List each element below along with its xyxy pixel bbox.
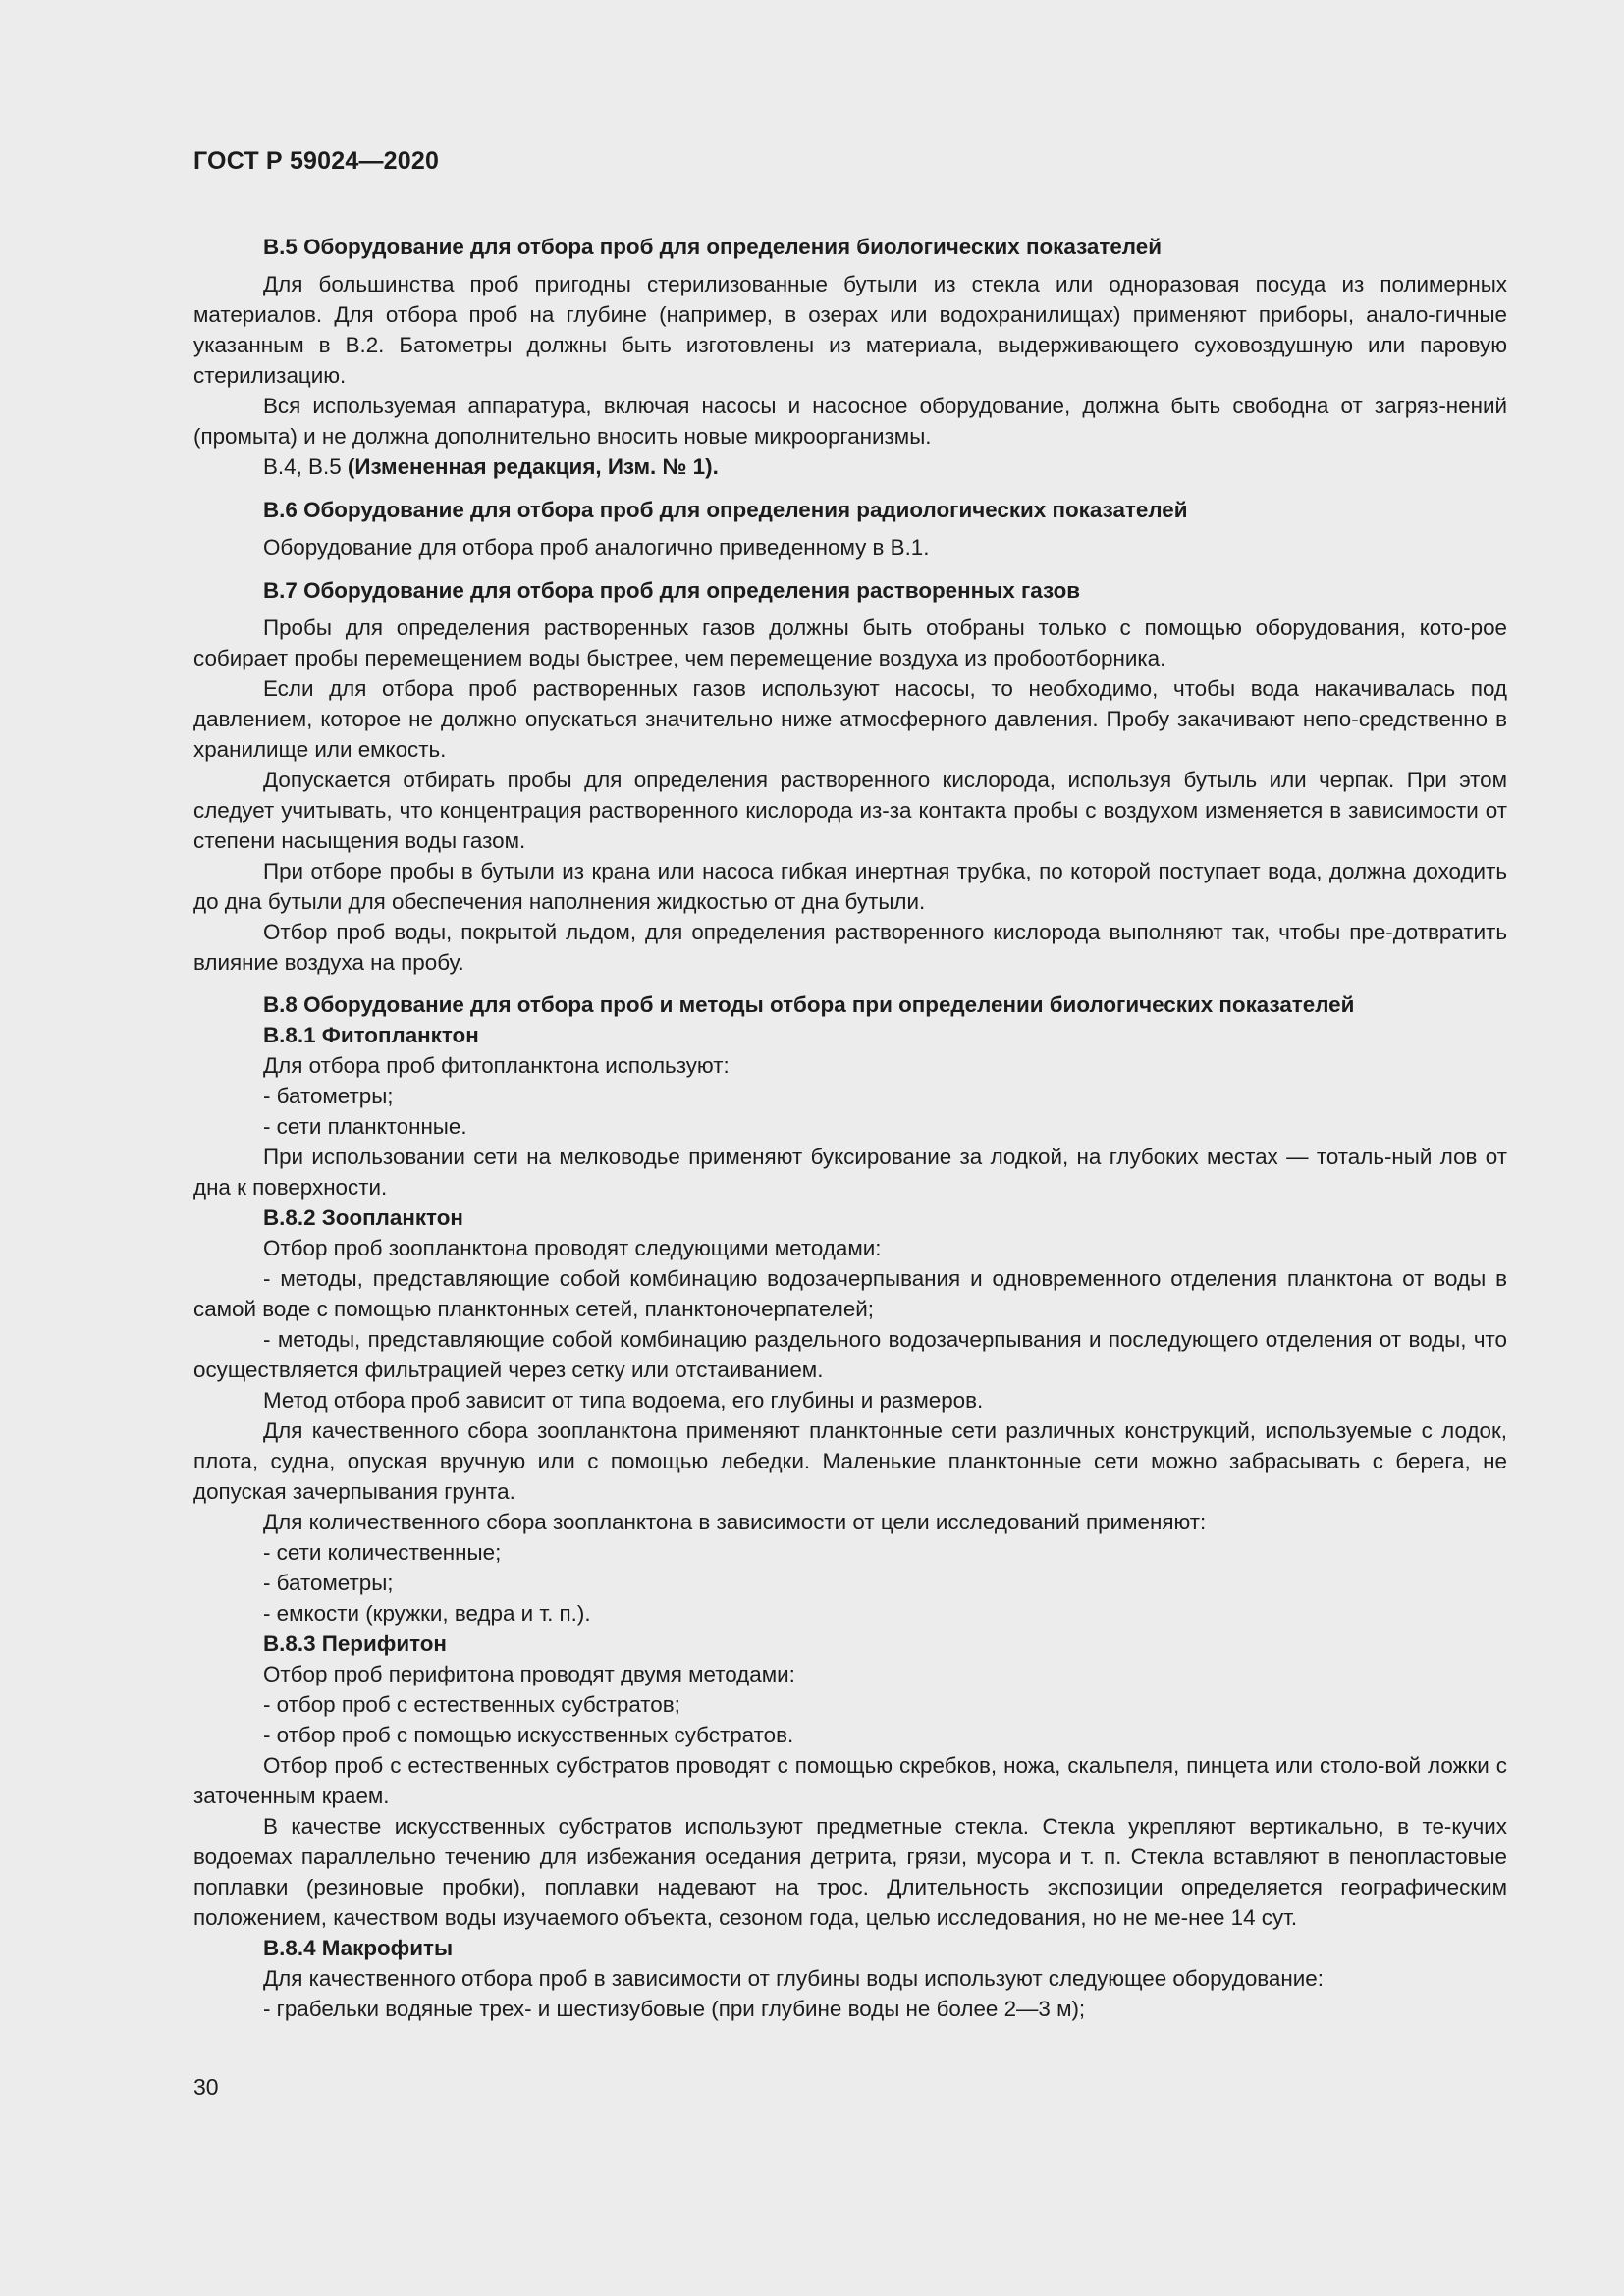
- list-line: Для количественного сбора зоопланктона в зависимости от цели исследований применяют:: [263, 1510, 1207, 1534]
- list-item: - методы, представляющие собой комбинацию водозачерпывания и одновременного отделения планктона от воды в самой воде с помощью планктонных сетей, планктоночерпателей;: [193, 1266, 1507, 1321]
- paragraph: Отбор проб воды, покрытой льдом, для определения растворенного кислорода выполняют так, чтобы пре-дотвратить влияние воздуха на пробу.: [193, 920, 1507, 975]
- amendment-ref: В.4, В.5: [263, 454, 348, 479]
- list-item: - батометры;: [263, 1571, 394, 1595]
- paragraph: Отбор проб с естественных субстратов проводят с помощью скребков, ножа, скальпеля, пинцета или столо-вой ложки с заточенным краем.: [193, 1753, 1507, 1808]
- paragraph: В качестве искусственных субстратов используют предметные стекла. Стекла укрепляют вертикально, в те-кучих водоемах параллельно течению для избежания оседания детрита, грязи, мусора и т. п. Стекла вставляют в пенопластовые поплавки (резиновые пробки), поплавки надевают на трос. Длительность экспозиции определяется географическим положением, качеством воды изучаемого объекта, сезоном года, целью исследования, но не ме-нее 14 сут.: [193, 1814, 1507, 1930]
- list-item: - сети количественные;: [263, 1540, 502, 1565]
- paragraph: Отбор проб зоопланктона проводят следующими методами:: [263, 1236, 882, 1260]
- list-item: - грабельки водяные трех- и шестизубовые (при глубине воды не более 2—3 м);: [263, 1997, 1086, 2021]
- section-b8-heading: В.8 Оборудование для отбора проб и методы отбора при определении биологических показателей: [263, 992, 1355, 1017]
- paragraph: Для большинства проб пригодны стерилизованные бутыли из стекла или одноразовая посуда из полимерных материалов. Для отбора проб на глубине (например, в озерах или водохранилищах) применяют приборы, анало-гичные указанным в В.2. Батометры должны быть изготовлены из материала, выдерживающего суховоздушную или паровую стерилизацию.: [193, 272, 1507, 388]
- paragraph: Метод отбора проб зависит от типа водоема, его глубины и размеров.: [263, 1388, 984, 1413]
- section-b5-heading: В.5 Оборудование для отбора проб для определения биологических показателей: [263, 235, 1162, 259]
- subsection-b83-heading: В.8.3 Перифитон: [263, 1631, 447, 1656]
- paragraph: Пробы для определения растворенных газов должны быть отобраны только с помощью оборудования, кото-рое собирает пробы перемещением воды быстрее, чем перемещение воздуха из пробоотборника.: [193, 615, 1507, 670]
- list-item: - методы, представляющие собой комбинацию раздельного водозачерпывания и последующего отделения от воды, что осуществляется фильтрацией через сетку или отстаиванием.: [193, 1327, 1507, 1382]
- page-body: [193, 147, 1507, 2024]
- subsection-b82-heading: В.8.2 Зоопланктон: [263, 1205, 463, 1230]
- section-b7-heading: В.7 Оборудование для отбора проб для определения растворенных газов: [263, 578, 1081, 603]
- subsection-b81-heading: В.8.1 Фитопланктон: [263, 1023, 479, 1047]
- subsection-b84-heading: В.8.4 Макрофиты: [263, 1936, 454, 1960]
- amendment-note: [193, 452, 1507, 482]
- paragraph: При отборе пробы в бутыли из крана или насоса гибкая инертная трубка, по которой поступает вода, должна доходить до дна бутыли для обеспечения наполнения жидкостью от дна бутыли.: [193, 859, 1507, 914]
- paragraph: При использовании сети на мелководье применяют буксирование за лодкой, на глубоких местах — тоталь-ный лов от дна к поверхности.: [193, 1145, 1507, 1200]
- list-item: - емкости (кружки, ведра и т. п.).: [263, 1601, 591, 1626]
- list-item: - сети планктонные.: [263, 1114, 467, 1139]
- list-item: - отбор проб с естественных субстратов;: [263, 1692, 680, 1717]
- list-line: Для отбора проб фитопланктона используют:: [263, 1053, 730, 1078]
- list-line: Отбор проб перифитона проводят двумя методами:: [263, 1662, 795, 1686]
- paragraph: Допускается отбирать пробы для определения растворенного кислорода, используя бутыль или черпак. При этом следует учитывать, что концентрация растворенного кислорода из-за контакта пробы с воздухом изменяется в зависимости от степени насыщения воды газом.: [193, 768, 1507, 853]
- list-item: - отбор проб с помощью искусственных субстратов.: [263, 1723, 794, 1747]
- list-item: - батометры;: [263, 1084, 394, 1108]
- list-line: Для качественного отбора проб в зависимости от глубины воды используют следующее оборудование:: [263, 1966, 1324, 1991]
- page-number: 30: [193, 2074, 219, 2100]
- paragraph: Оборудование для отбора проб аналогично приведенному в В.1.: [263, 535, 930, 560]
- amendment-label: (Измененная редакция, Изм. № 1).: [347, 454, 719, 479]
- document-header: ГОСТ Р 59024—2020: [193, 147, 440, 175]
- paragraph: Для качественного сбора зоопланктона применяют планктонные сети различных конструкций, используемые с лодок, плота, судна, опуская вручную или с помощью лебедки. Маленькие планктонные сети можно забрасывать с берега, не допуская зачерпывания грунта.: [193, 1418, 1507, 1504]
- paragraph: Вся используемая аппаратура, включая насосы и насосное оборудование, должна быть свободна от загряз-нений (промыта) и не должна дополнительно вносить новые микроорганизмы.: [193, 394, 1507, 449]
- paragraph: Если для отбора проб растворенных газов используют насосы, то необходимо, чтобы вода накачивалась под давлением, которое не должно опускаться значительно ниже атмосферного давления. Пробу закачивают непо-средственно в хранилище или емкость.: [193, 676, 1507, 762]
- section-b6-heading: В.6 Оборудование для отбора проб для определения радиологических показателей: [263, 498, 1188, 522]
